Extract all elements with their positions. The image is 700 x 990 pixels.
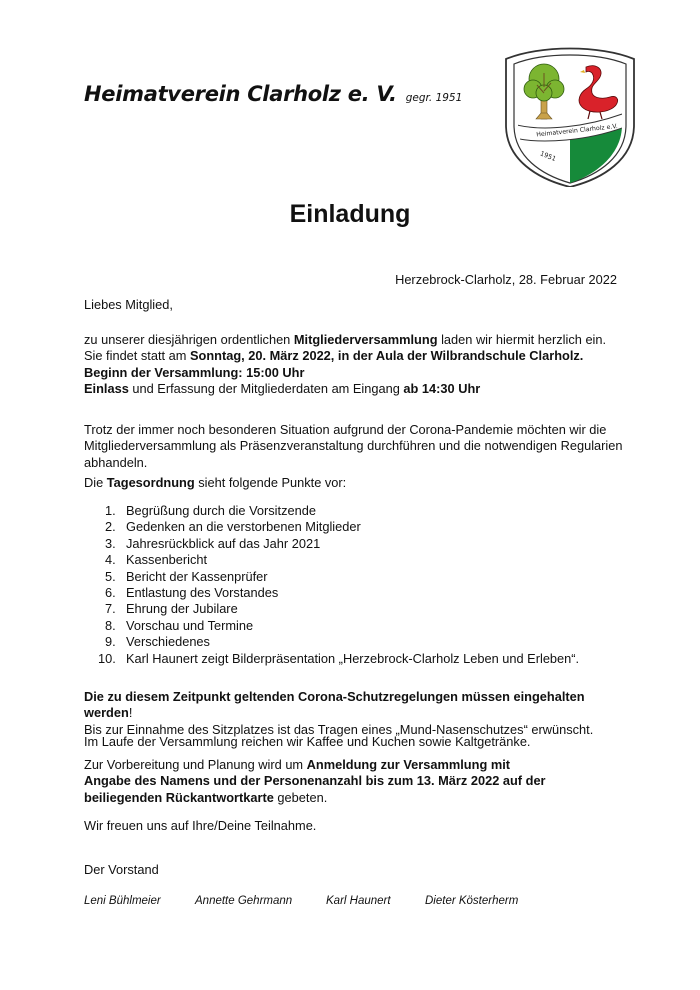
salutation: Liebes Mitglied,: [84, 297, 173, 312]
crest-banner-text: Heimatverein Clarholz e.V.: [535, 123, 619, 139]
intro-line-2: Sie findet statt am Sonntag, 20. März 2022, in der Aula der Wilbrandschule Clarholz.: [84, 348, 584, 364]
organization-header: [84, 82, 463, 106]
intro-line-3: Beginn der Versammlung: 15:00 Uhr: [84, 364, 305, 380]
list-item: 3. Jahresrückblick auf das Jahr 2021: [105, 535, 321, 551]
list-item: 10. Karl Haunert zeigt Bilderpräsentation „Herzebrock-Clarholz Leben und Erleben“.: [98, 650, 580, 666]
intro-block: [84, 332, 624, 398]
signature-name: Annette Gehrmann: [195, 895, 293, 907]
board-line: Der Vorstand: [84, 862, 159, 877]
agenda-intro: Die Tagesordnung sieht folgende Punkte vor:: [84, 475, 347, 490]
signature-name: Leni Bühlmeier: [84, 895, 161, 907]
club-crest-logo: [500, 45, 640, 187]
date-line: Herzebrock-Clarholz, 28. Februar 2022: [395, 272, 617, 287]
agenda-list: [98, 503, 580, 667]
rules-warning: Die zu diesem Zeitpunkt geltenden Corona-Schutzregelungen müssen eingehalten werden: [84, 689, 585, 721]
rules-block: Die zu diesem Zeitpunkt geltenden Corona-Schutzregelungen müssen eingehalten werden! Bis zur Einnahme des Sitzplatzes ist das Tragen eines „Mund-Nasenschutzes“ erwünscht.: [84, 689, 629, 738]
list-item: 2. Gedenken an die verstorbenen Mitglieder: [105, 519, 361, 535]
list-item: 9. Verschiedenes: [105, 634, 210, 650]
organization-name: Heimatverein Clarholz e. V.: [84, 82, 397, 106]
list-item: 6. Entlastung des Vorstandes: [105, 585, 279, 601]
signature-name: Dieter Kösterherm: [425, 895, 519, 907]
closing-line: Wir freuen uns auf Ihre/Deine Teilnahme.: [84, 818, 317, 833]
list-item: 5. Bericht der Kassenprüfer: [105, 568, 268, 584]
list-item: 4. Kassenbericht: [105, 552, 208, 568]
registration-note: Zur Vorbereitung und Planung wird um Anmeldung zur Versammlung mit Angabe des Namens und der Personenanzahl bis zum 13. März 2022 auf der beiliegenden Rückantwortkarte gebeten.: [84, 757, 546, 805]
intro-line-4: Einlass und Erfassung der Mitgliederdaten am Eingang ab 14:30 Uhr: [84, 381, 481, 397]
refreshments-note: Im Laufe der Versammlung reichen wir Kaffee und Kuchen sowie Kaltgetränke.: [84, 734, 531, 749]
list-item: 7. Ehrung der Jubilare: [105, 601, 238, 617]
corona-paragraph: Trotz der immer noch besonderen Situation aufgrund der Corona-Pandemie möchten wir die Mitgliederversammlung als Präsenzveranstaltung durchführen und die notwendigen Regularien abhandeln.: [84, 422, 623, 470]
rules-mask-note: Bis zur Einnahme des Sitzplatzes ist das Tragen eines „Mund-Nasenschutzes“ erwünscht.: [84, 721, 594, 737]
crest-year: 1951: [538, 149, 558, 164]
list-item: 8. Vorschau und Termine: [105, 617, 254, 633]
intro-line-1: zu unserer diesjährigen ordentlichen Mitgliederversammlung laden wir hiermit herzlich ein.: [84, 332, 607, 347]
signature-name: Karl Haunert: [326, 895, 391, 907]
document-title: Einladung: [289, 200, 411, 228]
list-item: 1. Begrüßung durch die Vorsitzende: [105, 503, 316, 518]
founded-year: gegr. 1951: [405, 92, 463, 104]
